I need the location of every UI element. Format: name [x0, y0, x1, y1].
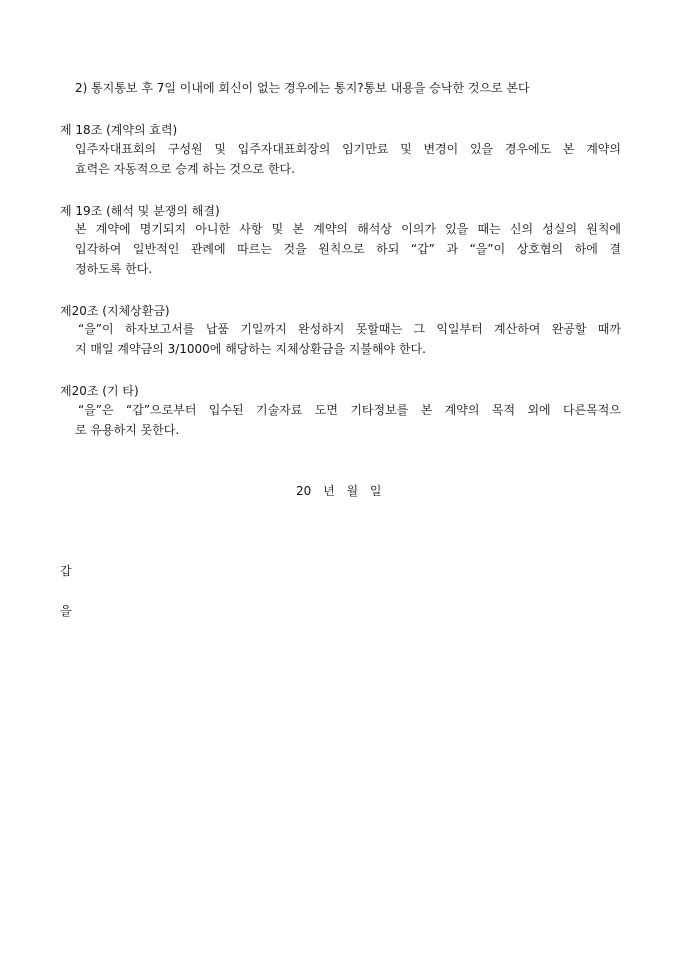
article-20-delay-line-2: 지 매일 계약금의 3/1000에 해당하는 지체상환금을 지불해야 한다. — [75, 342, 426, 356]
article-20-misc-line-1: “을”은 “갑”으로부터 입수된 기술자료 도면 기타정보를 본 계약의 목적 외에 다른목적으 — [78, 403, 621, 417]
article-18-line-1: 입주자대표회의 구성원 및 입주자대표회장의 임기만료 및 변경이 있을 경우에도 본 계약의 — [75, 142, 621, 156]
article-19-line-2: 입각하여 일반적인 관례에 따르는 것을 원칙으로 하되 “갑” 과 “을”이 상호협의 하에 결 — [75, 242, 621, 256]
article-19-title: 제 19조 (해석 및 분쟁의 해결) — [60, 204, 220, 218]
article-20-delay-title: 제20조 (지체상환금) — [60, 304, 170, 318]
article-18-title: 제 18조 (계약의 효력) — [60, 123, 178, 137]
clause-2-paragraph: 2) 통지통보 후 7일 이내에 회신이 없는 경우에는 통지?통보 내용을 승낙한 것으로 본다 — [75, 81, 530, 95]
article-20-misc-title: 제20조 (기 타) — [60, 384, 139, 398]
article-18-line-2: 효력은 자동적으로 승계 하는 것으로 한다. — [75, 162, 295, 176]
article-19-line-3: 정하도록 한다. — [75, 262, 153, 276]
party-b-label: 을 — [60, 604, 72, 618]
date-line: 20 년 월 일 — [296, 484, 382, 498]
article-20-misc-line-2: 로 유용하지 못한다. — [75, 423, 180, 437]
party-a-label: 갑 — [60, 564, 72, 578]
article-19-line-1: 본 계약에 명기되지 아니한 사항 및 본 계약의 해석상 이의가 있을 때는 신의 성실의 원칙에 — [75, 222, 621, 236]
article-20-delay-line-1: “을”이 하자보고서를 납품 기일까지 완성하지 못할때는 그 익일부터 계산하여 완공할 때까 — [78, 322, 621, 336]
